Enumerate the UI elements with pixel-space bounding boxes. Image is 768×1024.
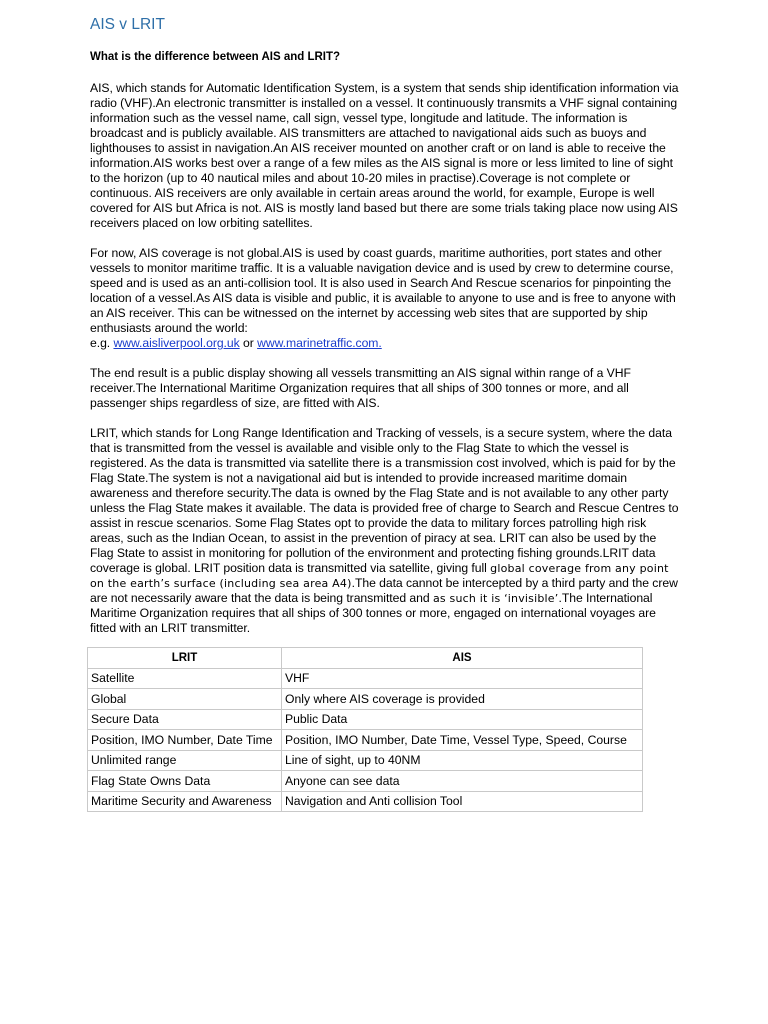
table-cell-lrit: Position, IMO Number, Date Time	[88, 730, 282, 751]
document-title: AIS v LRIT	[90, 16, 165, 33]
document-subtitle: What is the difference between AIS and LRIT?	[90, 51, 341, 63]
lrit-text-invisible: as such it is ‘invisible’	[432, 592, 559, 605]
table-cell-ais: VHF	[282, 668, 643, 689]
table-cell-ais: Only where AIS coverage is provided	[282, 689, 643, 710]
table-header-lrit: LRIT	[88, 648, 282, 669]
table-row	[88, 750, 643, 771]
table-cell-ais: Public Data	[282, 709, 643, 730]
paragraph-ais-usage-text: For now, AIS coverage is not global.AIS is used by coast guards, maritime authorities, port states and other vessels to monitor maritime traffic. It is a valuable navigation device and is used by crew to determine course, speed and is used as an anti-collision tool. It is also used in Search And Rescue scenarios for pinpointing the location of a vessel.As AIS data is visible and public, it is available to anyone to use and is free to anyone with an AIS receiver. This can be witnessed on the internet by accessing web sites that are supported by ship enthusiasts around the world:	[90, 246, 676, 335]
paragraph-ais-result: The end result is a public display showing all vessels transmitting an AIS signal within range of a VHF receiver.The International Maritime Organization requires that all ships of 300 tonnes or more, and all passenger ships regardless of size, are fitted with AIS.	[90, 366, 631, 410]
table-row	[88, 771, 643, 792]
table-row	[88, 689, 643, 710]
lrit-text-c: .The data cannot be intercepted by a third party and the crew are not necessarily aware that the data is being transmitted and	[90, 576, 678, 605]
link-marinetraffic[interactable]: www.marinetraffic.com.	[257, 336, 382, 350]
table-cell-ais: Anyone can see data	[282, 771, 643, 792]
table-cell-ais: Line of sight, up to 40NM	[282, 750, 643, 771]
table-header-ais: AIS	[282, 648, 643, 669]
table-cell-lrit: Satellite	[88, 668, 282, 689]
lrit-text-a: LRIT, which stands for Long Range Identification and Tracking of vessels, is a secure system, where the data that is transmitted from the vessel is available and visible only to the Flag State to which the vessel is registered. As the data is transmitted via satellite there is a transmission cost involved, which is paid for by the Flag State.The system is not a navigational aid but is intended to provide increased maritime domain awareness and therefore security.The data is owned by the Flag State and is not available to any other party unless the Flag State makes it available. The data is provided free of charge to Search and Rescue Centres to assist in rescue scenarios. Some Flag States opt to provide the data to military forces patrolling high risk areas, such as the Indian Ocean, to assist in the prevention of piracy at sea. LRIT can also be used by the Flag State to assist in monitoring for pollution of the environment and protecting fishing grounds.LRIT data coverage is global. LRIT position data is transmitted via satellite, giving full	[90, 426, 679, 575]
lrit-text-coverage: global coverage from any point on the earth’s surface (including sea area A4)	[90, 562, 669, 590]
table-row	[88, 709, 643, 730]
paragraph-ais-intro: AIS, which stands for Automatic Identification System, is a system that sends ship identification information via radio (VHF).An electronic transmitter is installed on a vessel. It continuously transmits a VHF signal containing information such as the vessel name, call sign, vessel type, longitude and latitude. The information is broadcast and is publicly available. AIS transmitters are attached to navigational aids such as buoys and lighthouses to assist in navigation.An AIS receiver mounted on another craft or on land is able to receive the information.AIS works best over a range of a few miles as the AIS signal is more or less limited to line of sight to the horizon (up to 40 nautical miles and about 10-20 miles in practise).Coverage is not complete or continuous. AIS receivers are only available in certain areas around the world, for example, Europe is well covered for AIS but Africa is not. AIS is mostly land based but there are some trials taking place now using AIS receivers placed on low orbiting satellites.	[90, 81, 679, 230]
table-row	[88, 791, 643, 812]
lrit-text-e: .The International Maritime Organization requires that all ships of 300 tonnes or more, engaged on international voyages are fitted with an LRIT transmitter.	[90, 591, 656, 635]
paragraph-ais-usage	[90, 246, 680, 351]
table-cell-lrit: Maritime Security and Awareness	[88, 791, 282, 812]
table-cell-lrit: Unlimited range	[88, 750, 282, 771]
table-cell-ais: Navigation and Anti collision Tool	[282, 791, 643, 812]
table-header-row	[88, 648, 643, 669]
document-page	[90, 14, 680, 636]
example-prefix: e.g.	[90, 336, 114, 350]
link-aisliverpool[interactable]: www.aisliverpool.org.uk	[113, 336, 240, 350]
table-row	[88, 730, 643, 751]
table-cell-lrit: Flag State Owns Data	[88, 771, 282, 792]
example-or: or	[239, 336, 258, 350]
paragraph-lrit	[90, 426, 680, 636]
table-cell-ais: Position, IMO Number, Date Time, Vessel Type, Speed, Course	[282, 730, 643, 751]
comparison-table	[87, 647, 643, 812]
table-cell-lrit: Secure Data	[88, 709, 282, 730]
table-cell-lrit: Global	[88, 689, 282, 710]
table-row	[88, 668, 643, 689]
